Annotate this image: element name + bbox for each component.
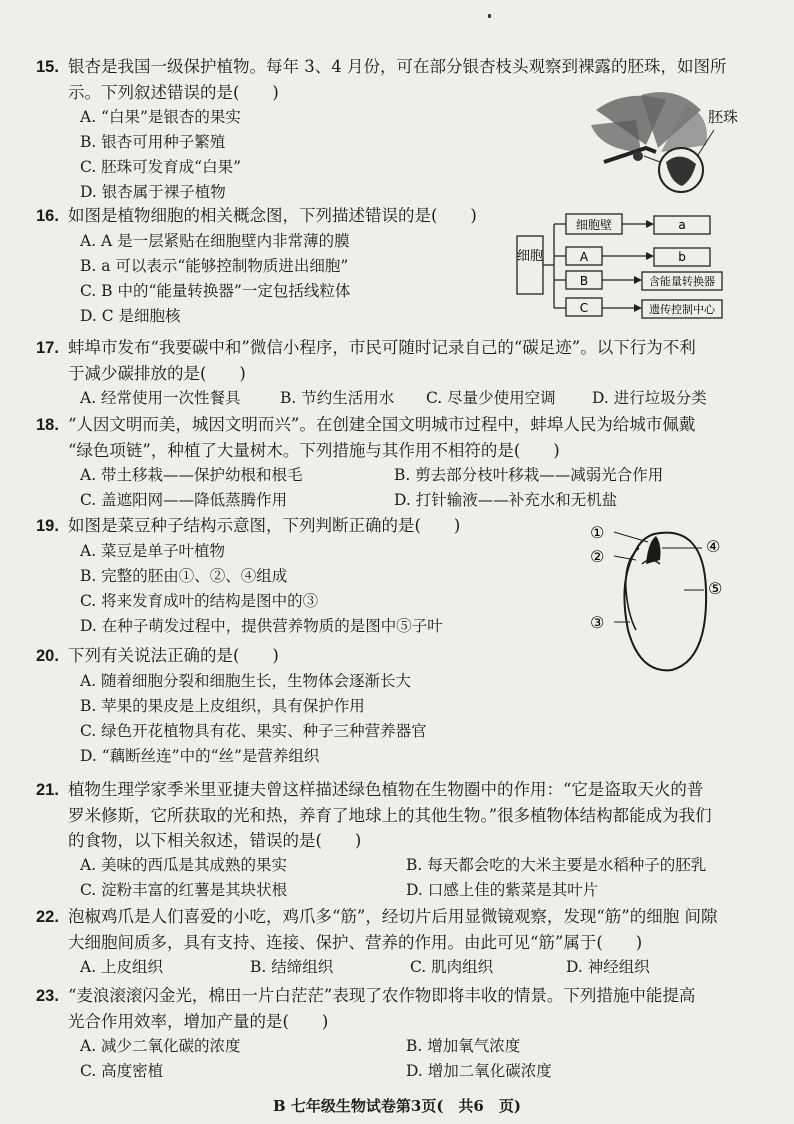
option-b[interactable]: B. a 可以表示“能够控制物质进出细胞”	[80, 257, 349, 275]
option-a[interactable]: A. 经常使用一次性餐具	[80, 389, 241, 407]
question-stem-line: “麦浪滚滚闪金光，棉田一片白茫茫”表现了农作物即将丰收的情景。下列措施中能提高	[68, 986, 696, 1005]
option-b[interactable]: B. 苹果的果皮是上皮组织，具有保护作用	[80, 697, 365, 715]
option-a[interactable]: A. 菜豆是单子叶植物	[80, 542, 226, 560]
question-21	[36, 777, 776, 903]
option-b[interactable]: B. 结缔组织	[250, 958, 334, 976]
label-4: ④	[706, 537, 721, 556]
question-stem-line: 罗米修斯，它所获取的光和热，养育了地球上的其他生物。”很多植物体结构都能成为我们	[68, 806, 712, 825]
question-number: 21.	[36, 781, 59, 799]
label-1: ①	[590, 523, 605, 542]
arrow-head-icon	[646, 220, 654, 228]
label-2: ②	[590, 547, 605, 566]
option-c[interactable]: C. 将来发育成叶的结构是图中的③	[80, 592, 319, 610]
option-d[interactable]: D. 增加二氧化碳浓度	[406, 1062, 552, 1080]
question-number: 15.	[36, 58, 59, 76]
target-label: 含能量转换器	[649, 275, 715, 288]
radicle-outline	[626, 548, 639, 630]
question-stem-line: “绿色项链”，种植了大量树木。下列措施与其作用不相符的是( )	[68, 441, 560, 460]
ovule-small	[633, 151, 643, 161]
label-5: ⑤	[708, 579, 723, 598]
question-number: 18.	[36, 416, 59, 434]
option-c[interactable]: C. 尽量少使用空调	[426, 389, 556, 407]
label-line-1	[614, 532, 648, 542]
option-b[interactable]: B. 节约生活用水	[280, 389, 395, 407]
option-d[interactable]: D. 在种子萌发过程中，提供营养物质的是图中⑤子叶	[80, 617, 443, 635]
question-number: 20.	[36, 647, 59, 665]
option-d[interactable]: D. 神经组织	[566, 958, 650, 976]
ovule-enlarged	[666, 156, 696, 186]
option-b[interactable]: B. 剪去部分枝叶移栽——减弱光合作用	[394, 466, 664, 484]
option-c[interactable]: C. 胚珠可发育成“白果”	[80, 158, 242, 176]
option-a[interactable]: A. 美味的西瓜是其成熟的果实	[80, 856, 288, 874]
question-stem-line: 如图是菜豆种子结构示意图，下列判断正确的是( )	[68, 516, 461, 535]
arrow-head-icon	[646, 252, 654, 260]
question-number: 17.	[36, 339, 59, 357]
question-17	[36, 335, 776, 411]
connector-line	[644, 156, 660, 162]
arrow-head-icon	[634, 304, 642, 312]
option-b[interactable]: B. 银杏可用种子繁殖	[80, 133, 226, 151]
option-c[interactable]: C. 肌肉组织	[410, 958, 494, 976]
root-label: 细胞	[516, 249, 544, 264]
target-label: a	[678, 218, 686, 232]
arrow-head-icon	[634, 276, 642, 284]
option-d[interactable]: D. C 是细胞核	[80, 307, 181, 325]
node-label: C	[579, 301, 589, 315]
node-label: A	[579, 250, 589, 264]
question-stem-line: 大细胞间质多，具有支持、连接、保护、营养的作用。由此可见“筋”属于( )	[68, 933, 643, 952]
question-stem-line: 蚌埠市发布“我要碳中和”微信小程序，市民可随时记录自己的“碳足迹”。以下行为不利	[68, 338, 696, 357]
root-box	[517, 236, 543, 294]
options-row	[36, 1034, 776, 1059]
option-c[interactable]: C. 高度密植	[80, 1062, 164, 1080]
node-label: 细胞壁	[575, 218, 613, 232]
target-label: b	[678, 250, 686, 264]
question-stem-line: “人因文明而美，城因文明而兴”。在创建全国文明城市过程中，蚌埠人民为给城市佩戴	[68, 415, 696, 434]
question-23	[36, 983, 776, 1084]
option-d[interactable]: D. 进行垃圾分类	[592, 389, 707, 407]
question-stem-line: 植物生理学家季米里亚捷夫曾这样描述绿色植物在生物圈中的作用：“它是盗取天火的普	[68, 780, 704, 799]
question-stem-line: 下列有关说法正确的是( )	[68, 646, 279, 665]
options-row	[36, 463, 776, 488]
question-18	[36, 412, 776, 513]
question-number: 16.	[36, 207, 59, 225]
option-d[interactable]: D. 银杏属于裸子植物	[80, 183, 226, 201]
question-number: 19.	[36, 517, 59, 535]
option-a[interactable]: A. 上皮组织	[80, 958, 164, 976]
option-c[interactable]: C. B 中的“能量转换器”一定包括线粒体	[80, 282, 351, 300]
speck	[488, 14, 491, 18]
options-row	[36, 878, 776, 903]
option-a[interactable]: A. 随着细胞分裂和细胞生长，生物体会逐渐长大	[80, 672, 412, 690]
target-label: 遗传控制中心	[649, 303, 715, 316]
options-row	[36, 1059, 776, 1084]
question-stem-line: 银杏是我国一级保护植物。每年 3、4 月份，可在部分银杏枝头观察到裸露的胚珠，如图所	[68, 57, 727, 76]
label-3: ③	[590, 613, 605, 632]
option-c[interactable]: C. 淀粉丰富的红薯是其块状根	[80, 881, 288, 899]
ginkgo-leaf-icon	[591, 120, 641, 152]
question-stem-line: 于减少碳排放的是( )	[68, 364, 246, 383]
options-row	[36, 488, 776, 513]
question-22	[36, 904, 776, 980]
cell-concept-map	[514, 210, 728, 330]
question-number: 23.	[36, 987, 59, 1005]
option-b[interactable]: B. 增加氧气浓度	[406, 1037, 521, 1055]
question-stem-line: 示。下列叙述错误的是( )	[68, 83, 279, 102]
ginkgo-figure	[586, 90, 776, 200]
page-footer: B 七年级生物试卷第3页( 共6 页)	[273, 1097, 521, 1115]
option-b[interactable]: B. 每天都会吃的大米主要是水稻种子的胚乳	[406, 856, 707, 874]
question-stem-line: 的食物，以下相关叙述，错误的是( )	[68, 831, 362, 850]
question-stem-line: 泡椒鸡爪是人们喜爱的小吃，鸡爪多“筋”，经切片后用显微镜观察，发现“筋”的细胞 间隙	[68, 907, 718, 926]
option-d[interactable]: D. 口感上佳的紫菜是其叶片	[406, 881, 599, 899]
question-stem-line: 如图是植物细胞的相关概念图，下列描述错误的是( )	[68, 206, 477, 225]
option-d[interactable]: D. 打针输液——补充水和无机盐	[394, 491, 618, 509]
options-row	[36, 955, 776, 980]
option-c[interactable]: C. 盖遮阳网——降低蒸腾作用	[80, 491, 288, 509]
options-row	[36, 386, 776, 411]
option-d[interactable]: D. “藕断丝连”中的“丝”是营养组织	[80, 747, 320, 765]
option-a[interactable]: A. A 是一层紧贴在细胞壁内非常薄的膜	[80, 232, 350, 250]
option-a[interactable]: A. 减少二氧化碳的浓度	[80, 1037, 241, 1055]
options-row	[36, 853, 776, 878]
figure-label-ovule: 胚珠	[708, 108, 739, 126]
option-c[interactable]: C. 绿色开花植物具有花、果实、种子三种营养器官	[80, 722, 427, 740]
option-a[interactable]: A. 带土移栽——保护幼根和根毛	[80, 466, 303, 484]
option-b[interactable]: B. 完整的胚由①、②、④组成	[80, 567, 288, 585]
question-stem-line: 光合作用效率，增加产量的是( )	[68, 1012, 329, 1031]
question-20	[36, 643, 776, 769]
option-a[interactable]: A. “白果”是银杏的果实	[80, 108, 241, 126]
node-label: B	[579, 274, 589, 288]
question-number: 22.	[36, 908, 59, 926]
